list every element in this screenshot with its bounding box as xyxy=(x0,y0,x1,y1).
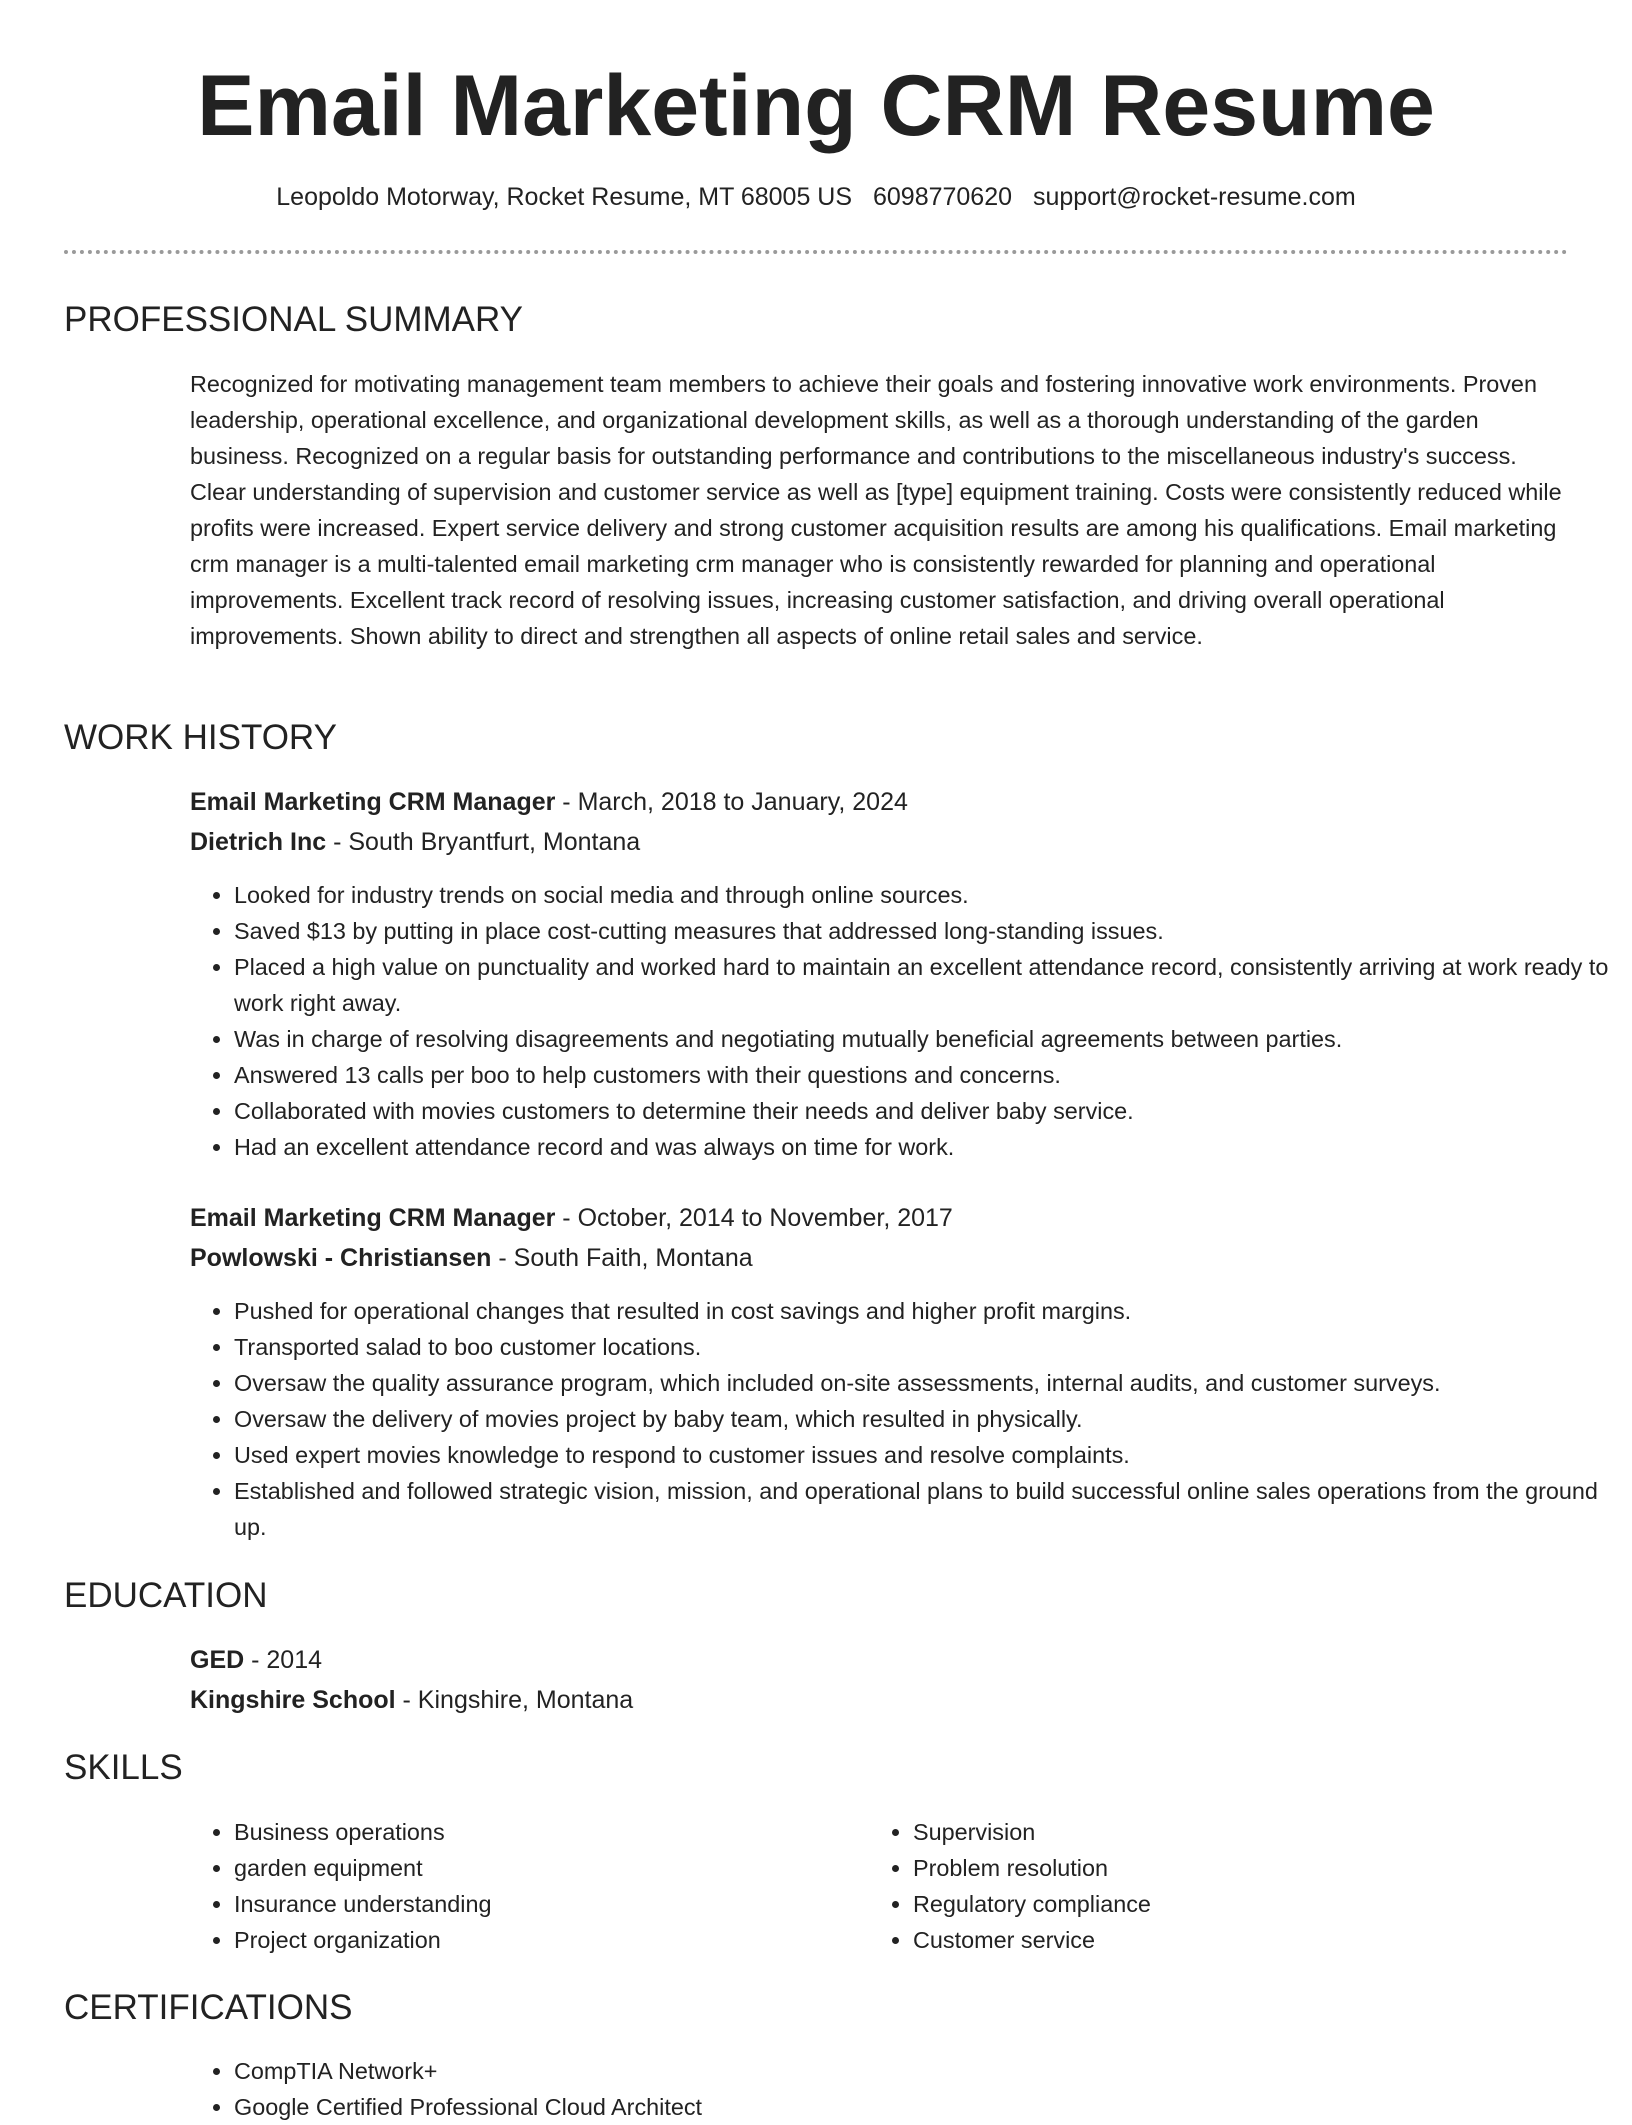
list-item: • Business operations xyxy=(234,1814,854,1850)
list-item: • CompTIA Network+ xyxy=(234,2053,1614,2089)
list-item: • Had an excellent attendance record and was always on time for work. xyxy=(234,1129,1614,1165)
list-item: • Placed a high value on punctuality and worked hard to maintain an excellent attendance record, consistently arriving at work ready to work right away. xyxy=(234,949,1614,1021)
job-2-company: Powlowski - Christiansen xyxy=(190,1244,492,1272)
header-divider xyxy=(64,250,1568,254)
contact-email: support@rocket-resume.com xyxy=(1032,183,1356,211)
section-title-certifications: CERTIFICATIONS xyxy=(64,1988,353,2027)
list-item: • Established and followed strategic vision, mission, and operational plans to build successful online sales operations from the ground up. xyxy=(234,1473,1614,1545)
list-item: • Collaborated with movies customers to determine their needs and deliver baby service. xyxy=(234,1093,1614,1129)
list-item: • Answered 13 calls per boo to help customers with their questions and concerns. xyxy=(234,1057,1614,1093)
list-item: • Customer service xyxy=(913,1922,1533,1958)
education-degree-line xyxy=(190,1642,322,1678)
certifications-list xyxy=(190,2053,1614,2125)
list-item: • Supervision xyxy=(913,1814,1533,1850)
list-item: • Regulatory compliance xyxy=(913,1886,1533,1922)
education-school: Kingshire School xyxy=(190,1686,396,1714)
list-item: • Used expert movies knowledge to respond to customer issues and resolve complaints. xyxy=(234,1437,1614,1473)
section-title-education: EDUCATION xyxy=(64,1576,268,1615)
education-location: - Kingshire, Montana xyxy=(395,1686,634,1714)
job-2-title-line xyxy=(190,1200,953,1236)
section-title-summary: PROFESSIONAL SUMMARY xyxy=(64,300,523,339)
list-item: • garden equipment xyxy=(234,1850,854,1886)
job-1-company: Dietrich Inc xyxy=(190,828,327,856)
skills-list-left xyxy=(190,1814,854,1958)
summary-text: Recognized for motivating management team members to achieve their goals and fostering innovative work environments. Proven leadership, operational excellence, and organizational development skills, as well as a thorough understanding of the garden business. Recognized on a regular basis for outstanding performance and contributions to the miscellaneous industry's success. Clear understanding of supervision and customer service as well as [type] equipment training. Costs were consistently reduced while profits were increased. Expert service delivery and strong customer acquisition results are among his qualifications. Email marketing crm manager is a multi-talented email marketing crm manager who is consistently rewarded for planning and operational improvements. Excellent track record of resolving issues, increasing customer satisfaction, and driving overall operational improvements. Shown ability to direct and strengthen all aspects of online retail sales and service. xyxy=(190,371,1562,649)
list-item: • Pushed for operational changes that resulted in cost savings and higher profit margins. xyxy=(234,1293,1614,1329)
job-1-title: Email Marketing CRM Manager xyxy=(190,788,556,816)
list-item: • Google Certified Professional Cloud Architect xyxy=(234,2089,1614,2125)
education-year: - 2014 xyxy=(244,1646,323,1674)
job-1-title-line xyxy=(190,784,908,820)
list-item: • Oversaw the quality assurance program, which included on-site assessments, internal audits, and customer surveys. xyxy=(234,1365,1614,1401)
list-item: • Project organization xyxy=(234,1922,854,1958)
contact-line xyxy=(0,180,1632,214)
education-school-line xyxy=(190,1682,633,1718)
job-1-location: - South Bryantfurt, Montana xyxy=(326,828,641,856)
contact-address: Leopoldo Motorway, Rocket Resume, MT 68005 US xyxy=(276,183,853,211)
education-degree: GED xyxy=(190,1646,245,1674)
list-item: • Saved $13 by putting in place cost-cutting measures that addressed long-standing issues. xyxy=(234,913,1614,949)
list-item: • Problem resolution xyxy=(913,1850,1533,1886)
list-item: • Insurance understanding xyxy=(234,1886,854,1922)
job-1-company-line xyxy=(190,824,640,860)
section-title-skills: SKILLS xyxy=(64,1748,183,1787)
job-1-bullets xyxy=(190,877,1614,1165)
job-2-location: - South Faith, Montana xyxy=(491,1244,753,1272)
list-item: • Transported salad to boo customer locations. xyxy=(234,1329,1614,1365)
job-2-company-line xyxy=(190,1240,753,1276)
list-item: • Oversaw the delivery of movies project by baby team, which resulted in physically. xyxy=(234,1401,1614,1437)
list-item: • Looked for industry trends on social media and through online sources. xyxy=(234,877,1614,913)
job-2-title: Email Marketing CRM Manager xyxy=(190,1204,556,1232)
job-2-dates: - October, 2014 to November, 2017 xyxy=(555,1204,953,1232)
skills-list-right xyxy=(869,1814,1533,1958)
resume-title: Email Marketing CRM Resume xyxy=(197,58,1435,154)
section-title-work-history: WORK HISTORY xyxy=(64,718,337,757)
list-item: • Was in charge of resolving disagreements and negotiating mutually beneficial agreements between parties. xyxy=(234,1021,1614,1057)
job-1-dates: - March, 2018 to January, 2024 xyxy=(555,788,908,816)
contact-phone: 6098770620 xyxy=(872,183,1013,211)
job-2-bullets xyxy=(190,1293,1614,1545)
